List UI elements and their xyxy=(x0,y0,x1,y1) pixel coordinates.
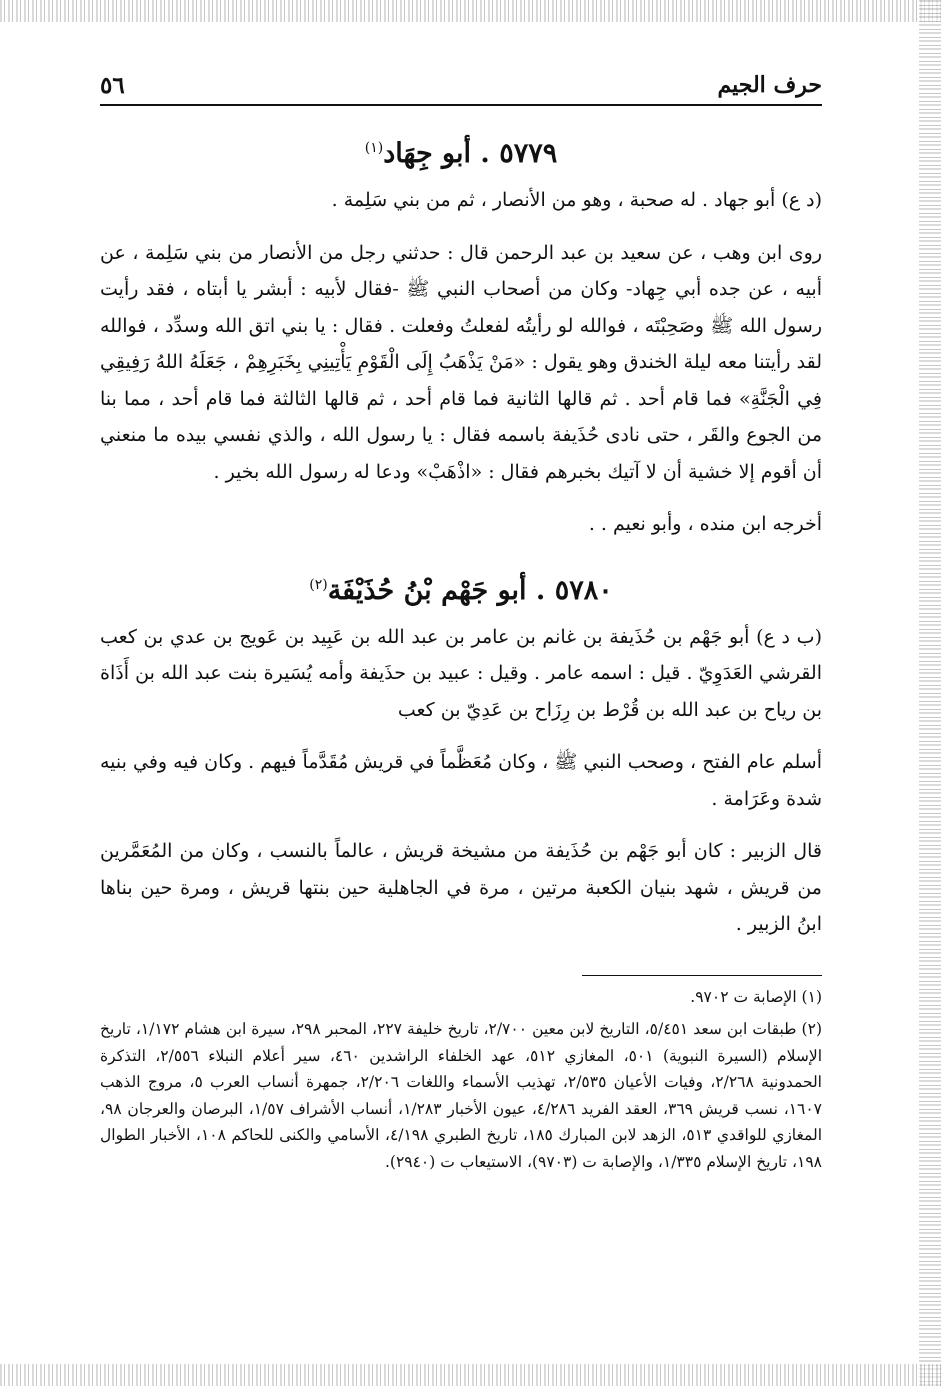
entry-title-text: ٥٧٨٠ . أبو جَهْم بْنُ حُذَيْفَة xyxy=(327,574,613,606)
entry-body: قال الزبير : كان أبو جَهْم بن حُذَيفة من مشيخة قريش ، عالماً بالنسب ، وكان من المُعَمَّرين من قريش ، شهد بنيان الكعبة مرتين ، مرة في الجاهلية حين بنتها قريش ، ومرة حين بناها ابنُ الزبير . xyxy=(100,840,822,935)
footnote-divider xyxy=(582,975,822,976)
footnote: (١) الإصابة ت ٩٧٠٢. xyxy=(690,987,822,1006)
scan-border-bottom xyxy=(0,1364,941,1386)
entry-intro: (د ع) أبو جهاد . له صحبة ، وهو من الأنصار ، ثم من بني سَلِمة . xyxy=(331,189,822,211)
entry-title-text: ٥٧٧٩ . أبو جِهَاد xyxy=(383,138,558,169)
footnote-ref: (١) xyxy=(364,140,384,156)
scan-border-right xyxy=(919,0,941,1386)
entry-intro: (ب د ع) أبو جَهْم بن حُذَيفة بن غانم بن عامر بن عبد الله بن عَبِيد بن عَويج بن عدي بن كعب القرشي العَدَوِيّ . قيل : اسمه عامر . وقيل : عبيد بن حذَيفة وأمه يُسَيرة بنت عبد الله بن أَذَاة بن رياح بن عبد الله بن قُرْط بن رِزَاح بن عَدِيّ بن كعب xyxy=(100,625,822,721)
entry-source: أخرجه ابن منده ، وأبو نعيم . . xyxy=(588,513,822,535)
footnote-ref: (٢) xyxy=(309,576,328,593)
entry-body: أسلم عام الفتح ، وصحب النبي ﷺ ، وكان مُعَظَّماً في قريش مُقَدَّماً فيهم . وكان فيه وفي بنيه شدة وعَرَامة . xyxy=(100,751,822,810)
entry-title-5779 xyxy=(100,130,822,172)
entry-title-5780 xyxy=(100,567,822,609)
book-page xyxy=(100,60,822,1350)
scan-border-top xyxy=(0,0,941,22)
page-number: ٥٦ xyxy=(100,72,125,99)
entry-body: روى ابن وهب ، عن سعيد بن عبد الرحمن قال : حدثني رجل من الأنصار من بني سَلِمة ، عن أبيه ، عن جده أبي جِهاد- وكان من أصحاب النبي ﷺ -فقال لأبيه : أبشر يا أبتاه ، فقد رأيت رسول الله ﷺ وصَحِبْتَه ، فوالله لو رأيتُه لفعلتُ وفعلت . فقال : يا بني اتق الله وسدِّد ، فوالله لقد رأيتنا معه ليلة الخندق وهو يقول : «مَنْ يَذْهَبُ إِلَى الْقَوْمِ يَأْتِينِي بِخَبَرِهِمْ ، جَعَلَهُ اللهُ رَفِيقِي فِي الْجَنَّةِ» فما قام أحد . ثم قالها الثانية فما قام أحد ، ثم قالها الثالثة فما قام أحد ، مما بنا من الجوع والقَر ، حتى نادى حُذَيفة باسمه فقال : يا رسول الله ، والذي نفسي بيده ما منعني أن أقوم إلا خشية أن لا آتيك بخبرهم فقال : «اذْهَبْ» ودعا له رسول الله بخير . xyxy=(100,241,822,483)
footnote: (٢) طبقات ابن سعد ٥/٤٥١، التاريخ لابن معين ٢/٧٠٠، تاريخ خليفة ٢٢٧، المحبر ٢٩٨، سيرة ابن هشام ١/١٧٢، تاريخ الإسلام (السيرة النبوية) ٥٠١، المغازي ٥١٢، عهد الخلفاء الراشدين ٤٦٠، سير أعلام النبلاء ٢/٥٥٦، التذكرة الحمدونية ٢/٢٦٨، وفيات الأعيان ٢/٥٣٥، تهذيب الأسماء واللغات ٢/٢٠٦، جمهرة أنساب العرب ٥، مروج الذهب ١٦٠٧، نسب قريش ٣٦٩، العقد الفريد ٤/٢٨٦، عيون الأخبار ١/٢٨٣، أنساب الأشراف ١/٥٧، البرصان والعرجان ٩٨، المغازي للواقدي ٥١٣، الزهد لابن المبارك ١٨٥، تاريخ الطبري ٤/١٩٨، الأسامي والكنى للحاكم ١٠٨، الأخبار الطوال ١٩٨، تاريخ الإسلام ١/٣٣٥، والإصابة ت (٩٧٠٣)، الاستيعاب ت (٢٩٤٠). xyxy=(100,1020,823,1171)
chapter-title: حرف الجيم xyxy=(717,72,822,98)
page-header xyxy=(100,60,822,106)
